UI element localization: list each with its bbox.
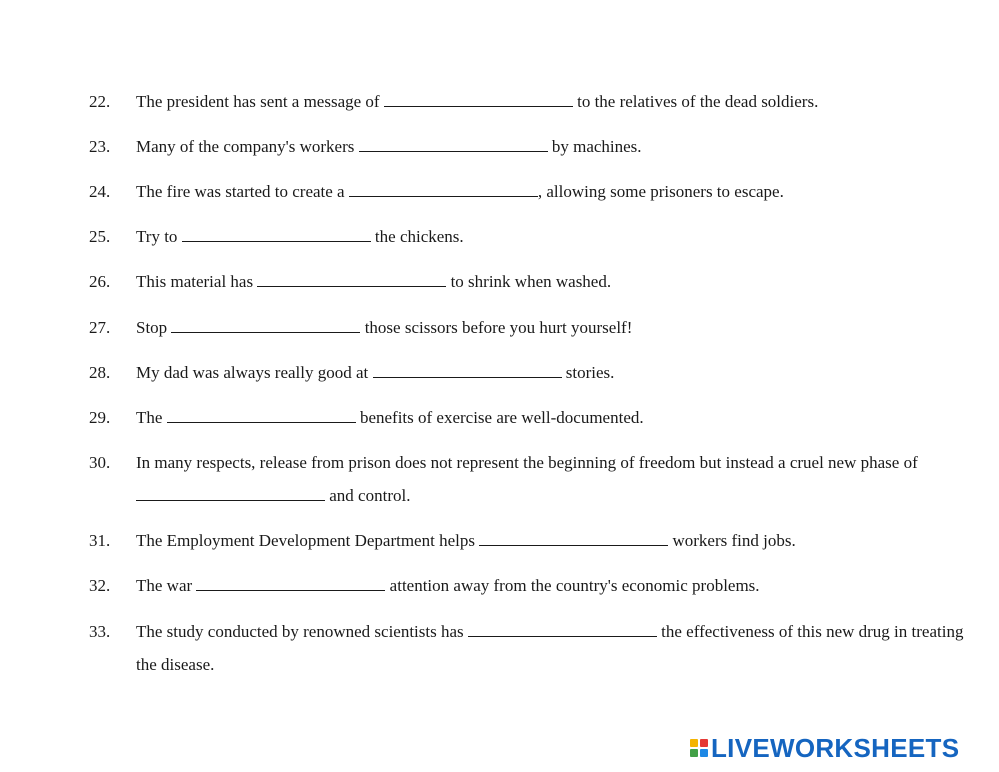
question-number: 27. (89, 318, 111, 337)
logo-square (690, 739, 698, 747)
question-text (136, 265, 969, 298)
question-text (136, 130, 969, 163)
question-number: 31. (89, 531, 111, 550)
question-text-after: by machines. (547, 137, 642, 156)
question-text-after: attention away from the country's economic problems. (385, 576, 760, 595)
answer-blank[interactable] (359, 137, 548, 152)
question-text-after: and control. (325, 486, 411, 505)
question-text (136, 85, 969, 118)
question-text-before: The war (136, 576, 197, 595)
question-text-after: benefits of exercise are well-documented. (355, 408, 644, 427)
question-text-before: The (136, 408, 167, 427)
question-text-before: Stop (136, 318, 172, 337)
question-text (136, 401, 969, 434)
question-text-after: , allowing some prisoners to escape. (537, 182, 784, 201)
answer-blank[interactable] (182, 227, 371, 242)
question-text-after: stories. (561, 363, 615, 382)
question-text-before: Many of the company's workers (136, 137, 359, 156)
logo-text: LIVEWORKSHEETS (711, 732, 960, 763)
question-number: 32. (89, 576, 111, 595)
answer-blank[interactable] (349, 182, 538, 197)
question-number: 28. (89, 363, 111, 382)
question-text-before: The Employment Development Department helps (136, 531, 480, 550)
logo-square (700, 749, 708, 757)
answer-blank[interactable] (136, 486, 325, 501)
logo-squares-icon (690, 739, 708, 757)
question-text-before: The fire was started to create a (136, 182, 349, 201)
question-text-after: those scissors before you hurt yourself! (360, 318, 633, 337)
question-number: 30. (89, 453, 111, 472)
question-text-after: to shrink when washed. (446, 272, 612, 291)
answer-blank[interactable] (468, 622, 657, 637)
answer-blank[interactable] (479, 531, 668, 546)
question-text-after: the chickens. (370, 227, 464, 246)
question-text-after: to the relatives of the dead soldiers. (572, 92, 819, 111)
question-text-after: the effectiveness of this new drug in treating the disease. (136, 622, 964, 674)
logo-square (690, 749, 698, 757)
question-text-after: workers find jobs. (668, 531, 796, 550)
answer-blank[interactable] (384, 92, 573, 107)
question-number: 25. (89, 227, 111, 246)
answer-blank[interactable] (167, 408, 356, 423)
question-text (136, 569, 969, 602)
question-text-before: In many respects, release from prison does not represent the beginning of freedom but instead a cruel new phase of (136, 453, 918, 472)
question-text (136, 524, 969, 557)
question-text (136, 175, 969, 208)
question-number: 23. (89, 137, 111, 156)
question-number: 22. (89, 92, 111, 111)
question-text-before: This material has (136, 272, 258, 291)
question-number: 29. (89, 408, 111, 427)
liveworksheets-logo[interactable] (690, 730, 959, 766)
question-text-before: Try to (136, 227, 182, 246)
question-text (136, 311, 969, 344)
answer-blank[interactable] (257, 272, 446, 287)
answer-blank[interactable] (373, 363, 562, 378)
question-text (136, 446, 969, 512)
logo-square (700, 739, 708, 747)
question-text-before: The study conducted by renowned scientists has (136, 622, 468, 641)
question-text-before: My dad was always really good at (136, 363, 373, 382)
answer-blank[interactable] (171, 318, 360, 333)
question-text (136, 356, 969, 389)
question-text (136, 615, 969, 681)
question-number: 33. (89, 622, 111, 641)
question-text-before: The president has sent a message of (136, 92, 384, 111)
answer-blank[interactable] (196, 576, 385, 591)
question-text (136, 220, 969, 253)
question-number: 24. (89, 182, 111, 201)
question-number: 26. (89, 272, 111, 291)
